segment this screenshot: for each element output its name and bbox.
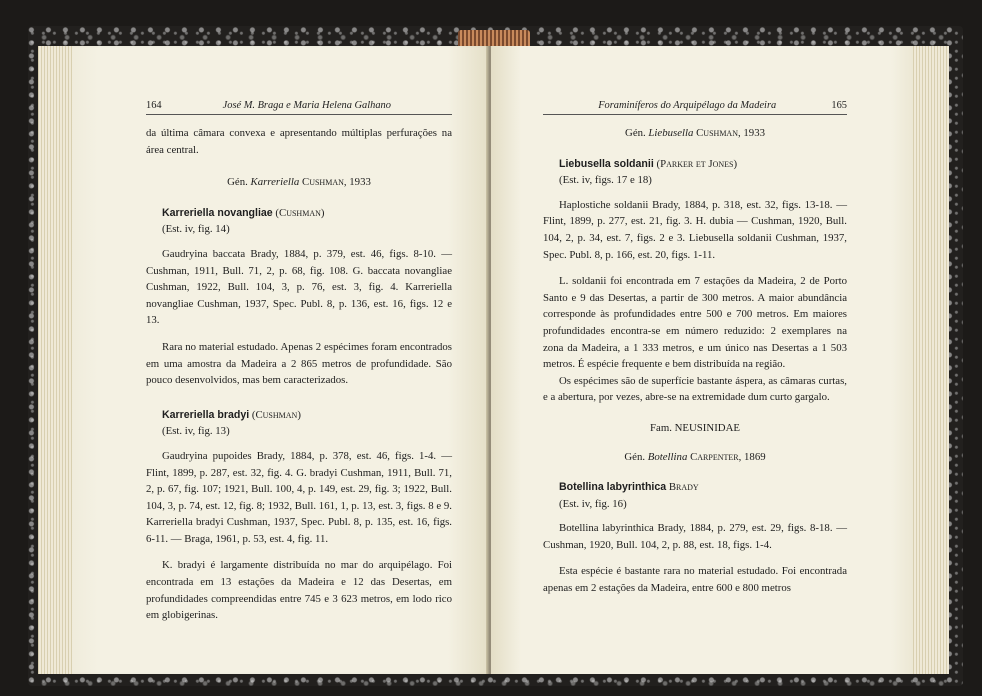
genus-heading: Gén. Liebusella Cushman, 1933 — [625, 127, 765, 139]
species-author: (Cushman) — [251, 408, 301, 421]
species-name: Liebusella soldanii — [559, 157, 654, 170]
plate-reference: (Est. iv, fig. 13) — [162, 425, 230, 438]
plate-reference: (Est. iv, fig. 14) — [162, 223, 230, 236]
right-running-head — [543, 98, 847, 115]
remarks: L. soldanii foi encontrada em 7 estações da Madeira, 2 de Porto Santo e 9 das Desertas, a partir de 300 metros. A maior abundância corresponde às profundidades entre 500 e 700 metros. Em maiores profundidades encontra-se em número reduzido: 2 exemplares na zona da Madeira, a 1 333 metros, e um único nas Desertas a 1 503 metros. É espécie frequente e bem distribuída na região. — [543, 275, 847, 371]
left-page — [38, 46, 490, 674]
synonymy: Gaudryina pupoides Brady, 1884, p. 378, est. 46, figs. 1-4. — Flint, 1899, p. 287, est. 32, fig. 4. G. bradyi Cushman, 1911, Bull. 71, 2, p. 67, fig. 107; 1921, Bull. 100, 4, p. 149, est. 29, fig. 3; 1922, Bull. 104, 3, p. 74, est. 12, fig. 8; 1932, Bull. 161, 1, p. 13, est. 3, figs. 8 e 9. Karreriella bradyi Cushman, 1937, Spec. Publ. 8, p. 135, est. 16, figs. 6-11. — Braga, 1961, p. 53, est. 4, fig. 11. — [146, 449, 452, 545]
page-number-left: 164 — [146, 100, 162, 111]
plate-reference: (Est. iv, figs. 17 e 18) — [559, 174, 652, 187]
right-running-title: Foraminíferos do Arquipélago da Madeira — [598, 100, 777, 111]
species-heading — [559, 156, 847, 189]
page-number-right: 165 — [831, 100, 847, 111]
right-text-block — [543, 98, 847, 597]
left-running-head — [146, 98, 452, 115]
page-edges-left — [38, 46, 72, 674]
species-author: (Parker et Jones) — [656, 157, 738, 170]
species-heading — [162, 407, 452, 440]
species-name: Botellina labyrinthica — [559, 481, 667, 494]
left-text-block — [146, 98, 452, 624]
family-heading: Fam. NEUSINIDAE — [650, 421, 740, 434]
species-heading — [559, 479, 847, 512]
remarks: Esta espécie é bastante rara no material estudado. Foi encontrada apenas em 2 estações da Madeira, entre 600 e 800 metros — [543, 565, 847, 595]
synonymy: Haplostiche soldanii Brady, 1884, p. 318, est. 32, figs. 13-18. — Flint, 1899, p. 277, est. 21, fig. 3. H. dubia — Cushman, 1920, Bull. 104, 2, p. 34, est. 7, figs. 2 e 3. Liebusella soldanii Cushman, 1937, Spec. Publ. 8, p. 166, est. 20, figs. 1-11. — [543, 198, 847, 261]
species-author: (Cushman) — [275, 206, 325, 219]
remarks-2: Os espécimes são de superfície bastante áspera, as câmaras curtas, e a abertura, por vezes, abre-se na extremidade dum curto gargalo. — [543, 374, 847, 404]
synonymy: Botellina labyrinthica Brady, 1884, p. 279, est. 29, figs. 8-18. — Cushman, 1920, Bull. 104, 2, p. 88, est. 18, figs. 1-4. — [543, 522, 847, 551]
remarks: Rara no material estudado. Apenas 2 espécimes foram encontrados em uma amostra da Madeira a 2 865 metros de profundidade. São pouco desenvolvidos, mas bem caracterizados. — [146, 340, 452, 387]
left-running-title: José M. Braga e Maria Helena Galhano — [222, 100, 391, 111]
species-author: Brady — [668, 481, 699, 494]
species-name: Karreriella novangliae — [162, 206, 273, 219]
plate-reference: (Est. iv, fig. 16) — [559, 497, 627, 510]
genus-heading: Gén. Karreriella Cushman, 1933 — [227, 176, 371, 189]
species-name: Karreriella bradyi — [162, 408, 250, 421]
page-edges-right — [913, 46, 949, 674]
synonymy: Gaudryina baccata Brady, 1884, p. 379, est. 46, figs. 8-10. — Cushman, 1911, Bull. 71, 2, p. 68, fig. 108. G. baccata novangliae Cushman, 1922, Bull. 104, 3, p. 76, est. 3, fig. 4. Karreriella novangliae Cushman, 1937, Spec. Publ. 8, p. 136, est. 16, figs. 12 e 13. — [146, 247, 452, 327]
right-page — [491, 46, 949, 674]
continuation-text: da última câmara convexa e apresentando múltiplas perfurações na área central. — [146, 127, 452, 156]
species-heading — [162, 205, 452, 238]
remarks: K. bradyi é largamente distribuída no mar do arquipélago. Foi encontrada em 13 estações da Madeira e 12 das Desertas, em profundidades compreendidas entre 745 e 3 623 metros, em lodo rico em globigerinas. — [146, 559, 452, 622]
genus-heading: Gén. Botellina Carpenter, 1869 — [624, 450, 766, 463]
